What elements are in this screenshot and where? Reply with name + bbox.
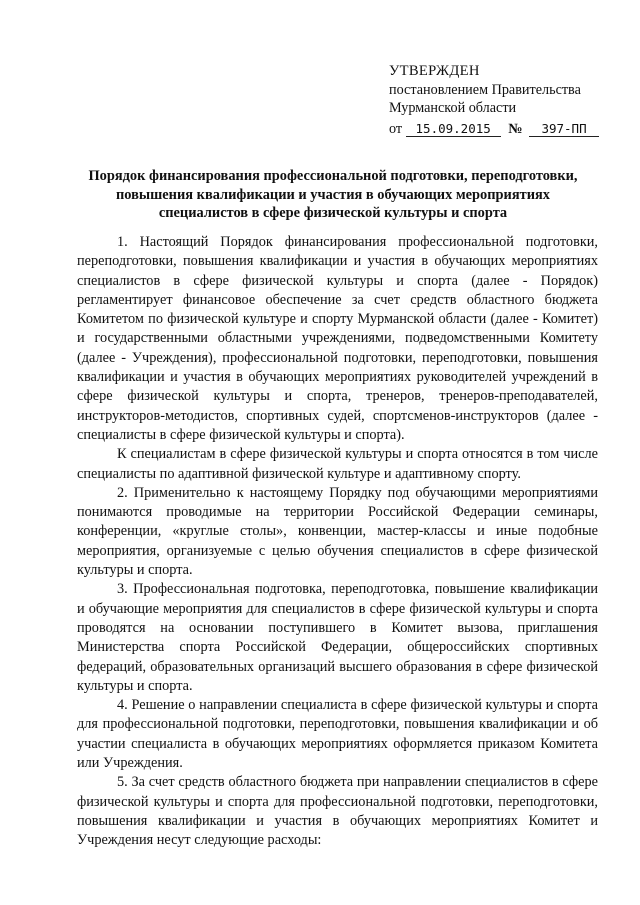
paragraph-4: 4. Решение о направлении специалиста в сфере физической культуры и спорта для профессиональной подготовки, переподготовки, повышения квалификации и об участии специалиста в обучающих мероприятиях оформляется приказом Комитета или Учреждения.: [77, 697, 598, 772]
approval-line-1: постановлением Правительства: [389, 81, 581, 98]
number-sign: №: [508, 120, 523, 137]
paragraph-5: 5. За счет средств областного бюджета при направлении специалистов в сфере физической культуры и спорта для профессиональной подготовки, переподготовки, повышения квалификации и участия в обучающих мероприятиях Комитет и Учреждения несут следующие расходы:: [77, 774, 598, 849]
approval-stamp: [389, 62, 609, 138]
approval-date: 15.09.2015: [406, 121, 501, 137]
paragraph-2: 2. Применительно к настоящему Порядку под обучающими мероприятиями понимаются проводимые на территории Российской Федерации семинары, конференции, «круглые столы», конвенции, мастер-классы и иные подобные мероприятия, организуемые с целью обучения специалистов в сфере физической культуры и спорта.: [77, 484, 598, 579]
document-title: Порядок финансирования профессиональной подготовки, переподготовки, повышения квалификации и участия в обучающих мероприятиях специалистов в сфере физической культуры и спорта: [88, 168, 578, 222]
paragraph-1: 1. Настоящий Порядок финансирования профессиональной подготовки, переподготовки, повышения квалификации и участия в обучающих мероприятиях специалистов в сфере физической культуры и спорта (далее - Порядок) регламентирует финансовое обеспечение за счет средств областного бюджета Комитетом по физической культуре и спорту Мурманской области (далее - Комитет) и государственными областными учреждениями, подведомственными Комитету (далее - Учреждения), профессиональной подготовки, переподготовки, повышения квалификации и участия в обучающих мероприятиях руководителей учреждений в сфере физической культуры и спорта, тренеров, тренеров-преподавателей, инструкторов-методистов, спортивных судей, спортсменов-инструкторов (далее - специалисты в сфере физической культуры и спорта).: [77, 234, 598, 443]
paragraph-1a: К специалистам в сфере физической культуры и спорта относятся в том числе специалисты по адаптивной физической культуре и адаптивному спорту.: [77, 446, 598, 482]
approval-heading: УТВЕРЖДЕН: [389, 63, 480, 79]
document-body: [77, 233, 598, 851]
approval-date-line: [389, 120, 609, 139]
date-prefix: от: [389, 120, 403, 137]
approval-line-2: Мурманской области: [389, 100, 517, 116]
paragraph-3: 3. Профессиональная подготовка, переподготовка, повышение квалификации и обучающие мероприятия для специалистов в сфере физической культуры и спорта проводятся на основании поступившего в Комитет вызова, приглашения Министерства спорта Российской Федерации, общероссийских спортивных федераций, образовательных организаций высшего образования в сфере физической культуры и спорта.: [77, 581, 598, 694]
approval-number: 397-ПП: [529, 121, 599, 137]
